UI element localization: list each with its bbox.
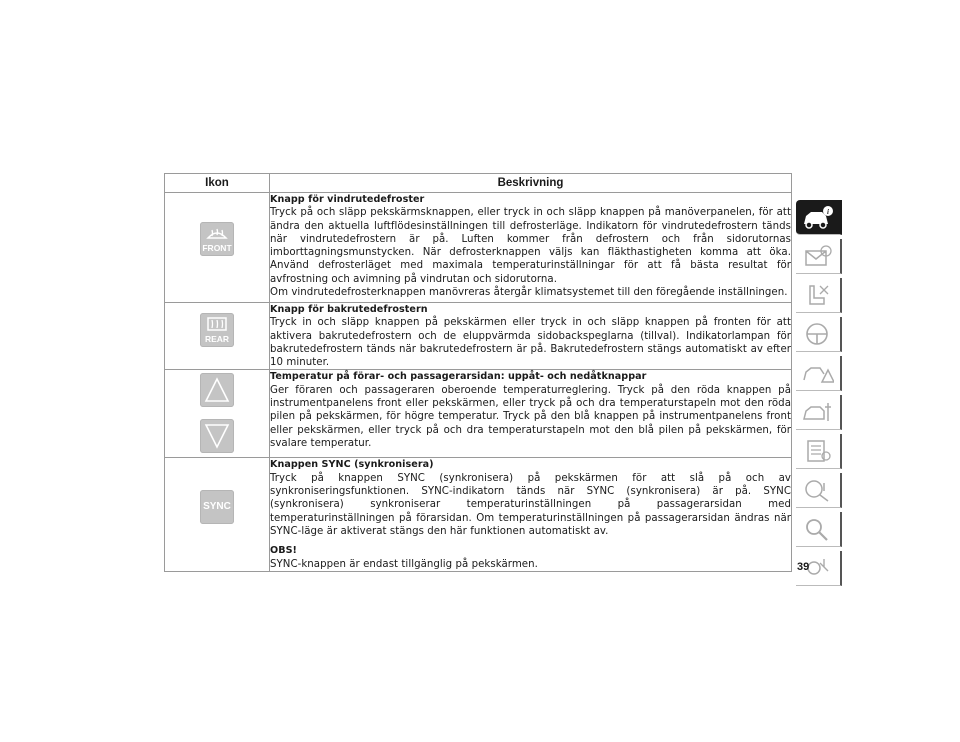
icon-cell (165, 458, 270, 571)
row-title: Knapp för vindrutedefroster (270, 194, 425, 205)
description-cell (270, 303, 792, 370)
front-label: FRONT (202, 243, 232, 253)
front-defrost-icon (200, 222, 234, 256)
row-paragraph: Ger föraren och passageraren oberoende temperaturreglering. Tryck på den röda knappen på instrumentpanelens front eller pekskärmen, eller tryck på och dra temperaturstapeln mot den röda pilen på pekskärmen, för högre temperatur. Tryck på den blå knappen på instrumentpanelens front eller pekskärmen, eller tryck på och dra temperaturstapeln mot den blå pilen på pekskärmen, för svalare temperatur. (270, 384, 791, 449)
temp-down-icon (200, 419, 234, 453)
tab-driving[interactable] (796, 317, 842, 352)
rear-defrost-icon (200, 313, 234, 347)
table-header-row (165, 174, 792, 193)
car-warning-icon (802, 360, 834, 386)
tab-emergency[interactable] (796, 356, 842, 391)
note-text: SYNC-knappen är endast tillgänglig på pekskärmen. (270, 558, 538, 570)
table-row (165, 370, 792, 458)
description-cell (270, 458, 792, 571)
sync-icon (200, 490, 234, 524)
note-title: OBS! (270, 545, 297, 557)
rear-label: REAR (204, 334, 230, 344)
magnifier-icon (802, 516, 834, 542)
tab-messages[interactable] (796, 239, 842, 274)
car-info-icon (802, 204, 834, 230)
page-number: 39 (797, 561, 810, 573)
table-row (165, 458, 792, 571)
icon-cell (165, 303, 270, 370)
table-row (165, 193, 792, 303)
checklist-icon (802, 438, 834, 464)
tab-car-info[interactable] (796, 200, 842, 235)
temp-up-icon (200, 373, 234, 407)
svg-text:i: i (827, 208, 829, 216)
row-title: Knappen SYNC (synkronisera) (270, 459, 434, 471)
tab-multimedia[interactable] (796, 473, 842, 508)
description-cell (270, 370, 792, 458)
row-paragraph: Tryck på knappen SYNC (synkronisera) på pekskärmen för att slå på och av synkroniseringsfunktionen. SYNC-indikatorn tänds när SYNC (synkronisera) är på. SYNC (synkronisera) synkroniserar temperaturinställningen på passagerarsidan med temperaturinställningen på förarsidan. Om temperaturinställningen på passagerarsidan ändras när SYNC-läge är aktiverat stängs den här funktionen automatiskt av. (270, 472, 791, 537)
tab-specs[interactable] (796, 434, 842, 469)
row-title: Temperatur på förar- och passagerarsidan: uppåt- och nedåtknappar (270, 371, 647, 383)
tab-service[interactable] (796, 395, 842, 430)
tab-safety[interactable] (796, 278, 842, 313)
row-title: Knapp för bakrutedefrostern (270, 304, 428, 315)
icon-column-header: Ikon (165, 174, 270, 193)
description-cell (270, 193, 792, 303)
car-tools-icon (802, 399, 834, 425)
icon-cell (165, 193, 270, 303)
steering-wheel-icon (802, 321, 834, 347)
music-navigation-icon (802, 477, 834, 503)
sync-label: SYNC (203, 501, 231, 513)
tab-index[interactable] (796, 512, 842, 547)
description-column-header: Beskrivning (270, 174, 792, 193)
chapter-tabs (796, 200, 842, 590)
car-seat-icon (802, 282, 834, 308)
climate-controls-table (164, 173, 792, 572)
row-paragraph: Tryck in och släpp knappen på pekskärmen eller tryck in och släpp knappen på fronten för att aktivera bakrutedefrostern och de eluppvärmda sidobackspeglarna (tillval). Indikatorlampan för bakrutedefrostern tänds när bakrutedefrostern är på. Bakrutedefrostern stängs automatiskt av efter 10 minuter. (270, 317, 791, 369)
table-row (165, 303, 792, 370)
envelope-check-icon (802, 243, 834, 269)
row-paragraph: Tryck på och släpp pekskärmsknappen, eller tryck in och släpp knappen på manöverpanelen, för att ändra den aktuella luftflödesinställningen till defrosterläge. Indikatorn för vindrutedefrostern tänds när vindrutedefrostern är på. Luften kommer från defrostern och från sidorutornas imborttagningsmunstycken. När defrosterknappen väljs kan fläkthastigheten komma att öka. Använd defrosterläget med maximala temperaturinställningar för att få bästa resultat för avfrostning och avimning på vindrutan och sidorutorna. (270, 207, 791, 285)
icon-cell (165, 370, 270, 458)
row-paragraph: Om vindrutedefrosterknappen manövreras återgår klimatsystemet till den föregående inställningen. (270, 287, 788, 299)
